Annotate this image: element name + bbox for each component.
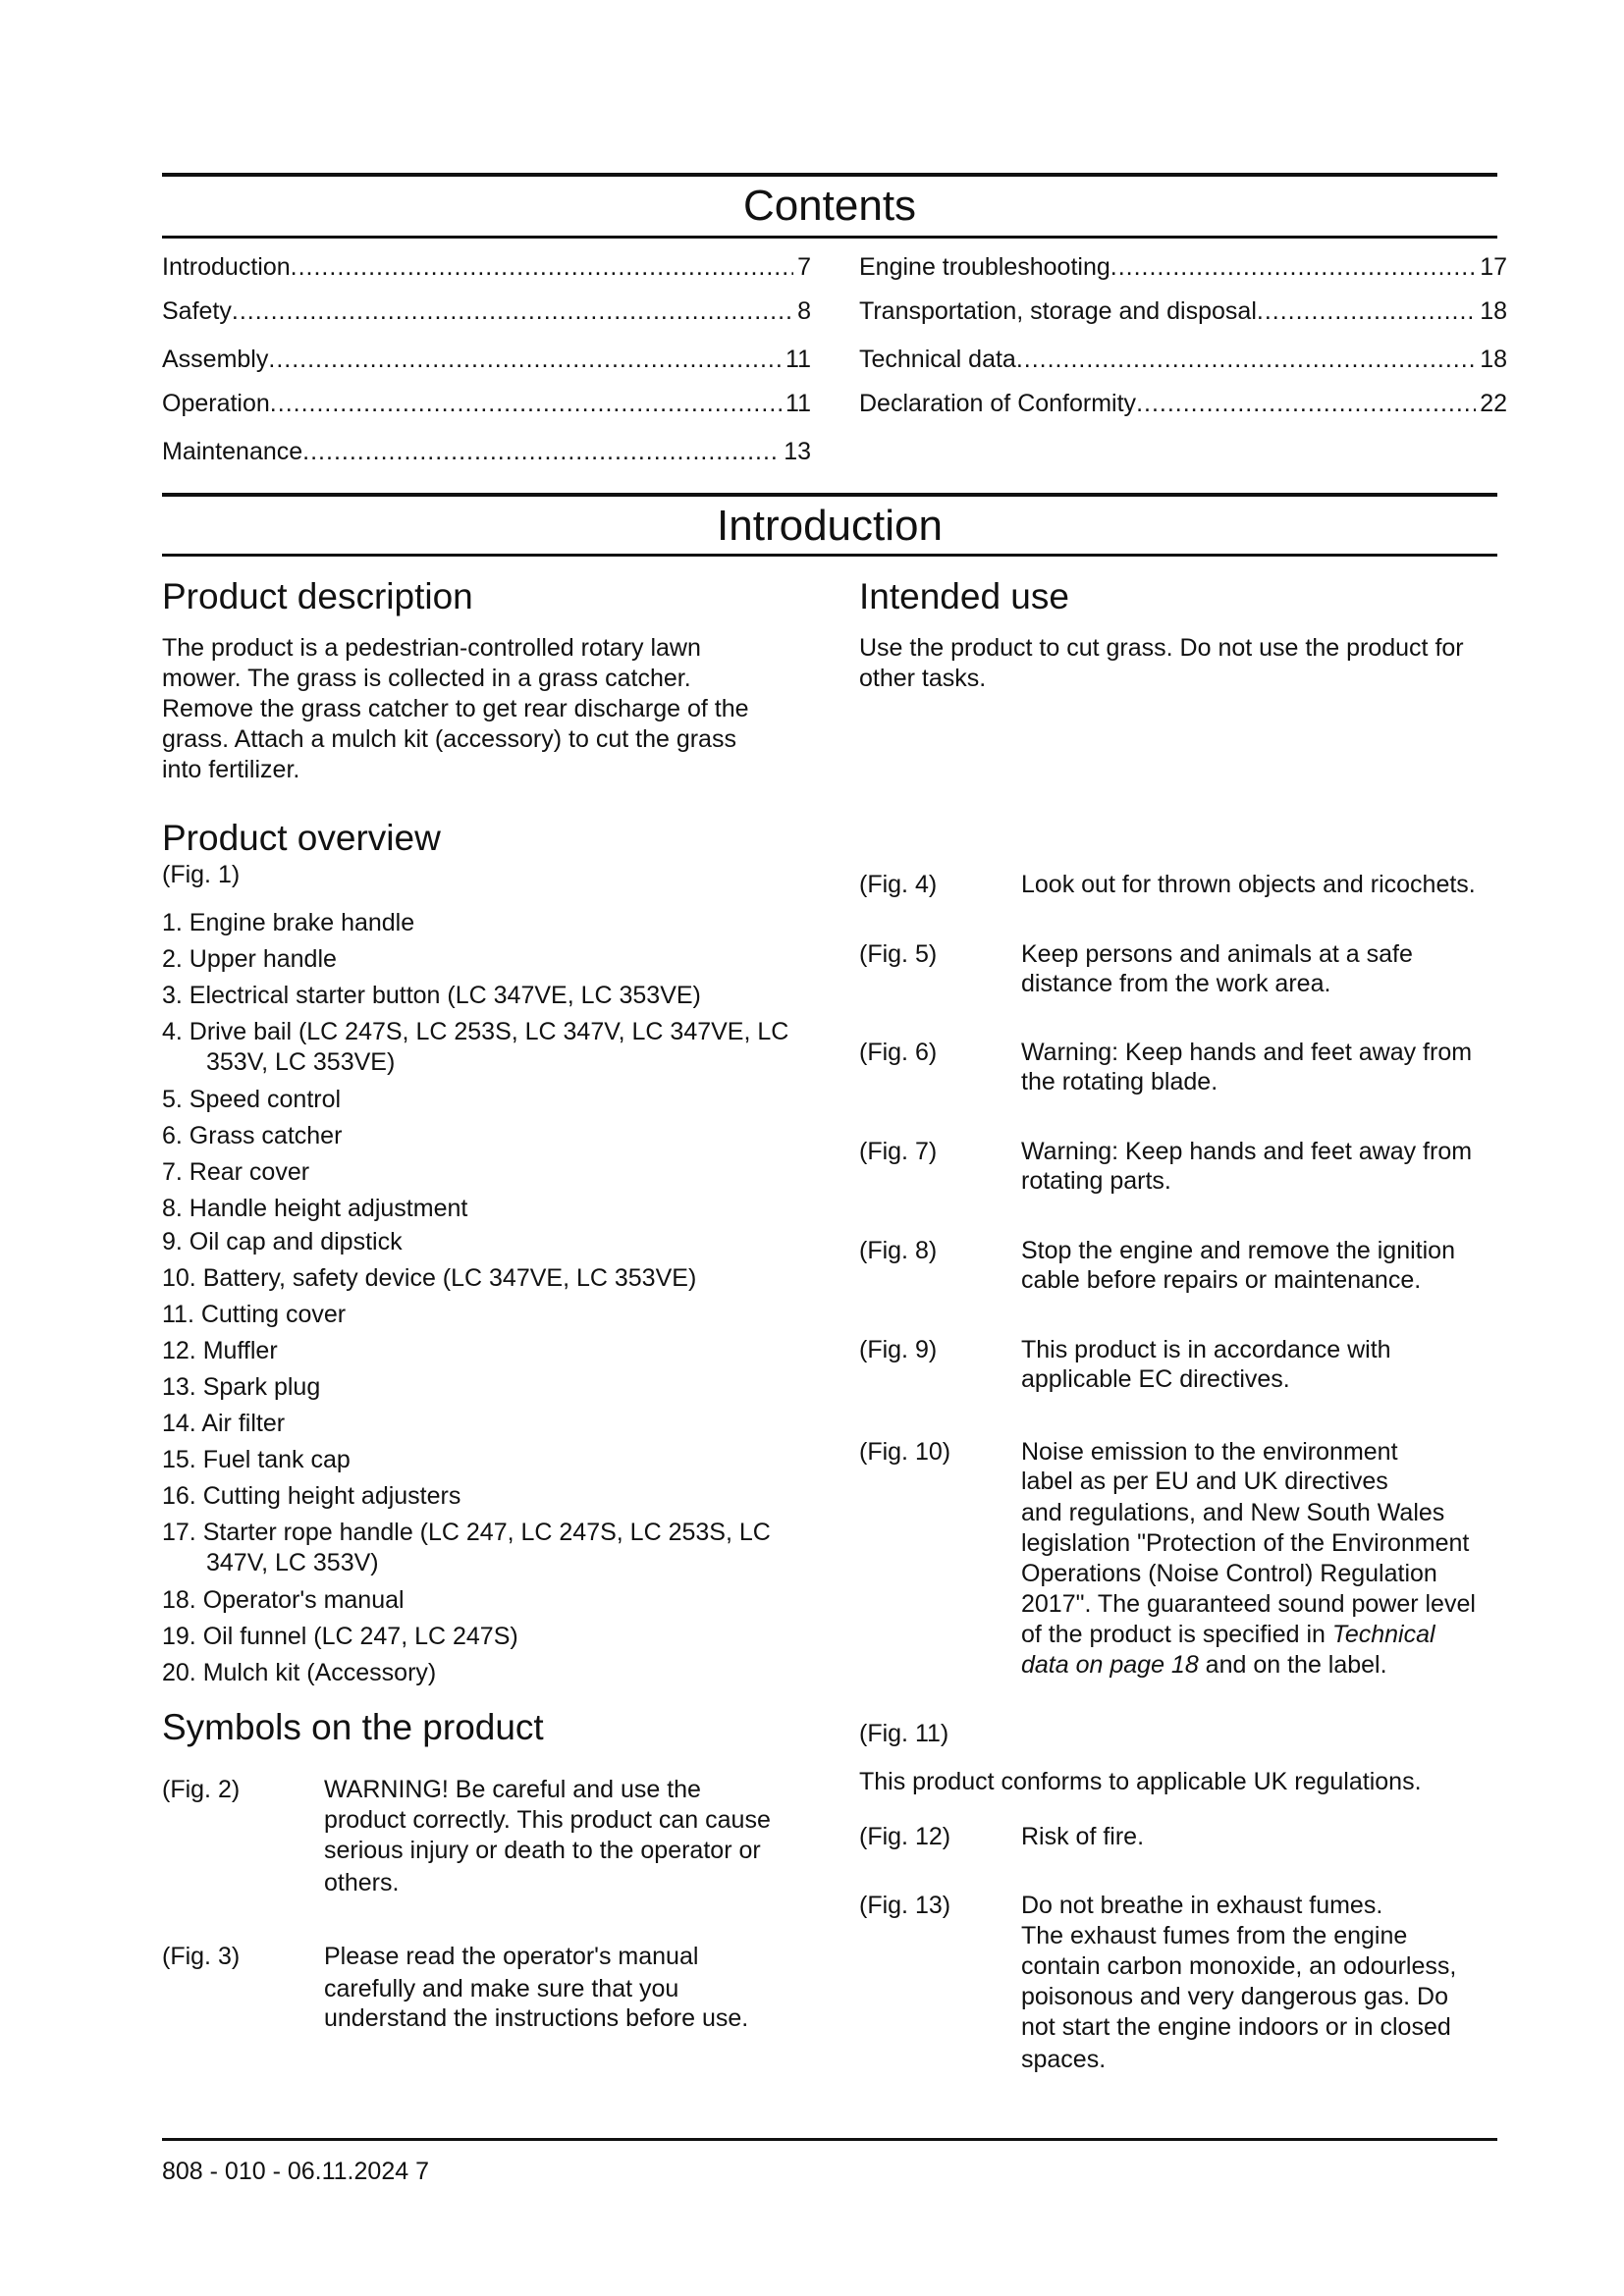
intended-use-heading: Intended use [859, 576, 1069, 616]
list-item: 9. Oil cap and dipstick [162, 1228, 403, 1255]
toc-entry[interactable]: Safety ..... 8 [162, 295, 811, 327]
list-item: 5. Speed control [162, 1086, 342, 1113]
intro-top-rule [162, 493, 1497, 497]
list-item: 11. Cutting cover [162, 1301, 347, 1328]
toc-entry[interactable]: Technical data ..... 18 [859, 344, 1507, 375]
toc-entry[interactable]: Declaration of Conformity ..... 22 [859, 388, 1507, 419]
list-item: 15. Fuel tank cap [162, 1446, 351, 1473]
technical-data-link[interactable]: Technical [1331, 1621, 1435, 1648]
list-item: 20. Mulch kit (Accessory) [162, 1659, 437, 1686]
list-item: 12. Muffler [162, 1337, 278, 1364]
list-item: 1. Engine brake handle [162, 909, 415, 936]
list-item: 2. Upper handle [162, 945, 337, 973]
page-footer: 808 - 010 - 06.11.2024 7 [162, 2158, 429, 2185]
list-item: 7. Rear cover [162, 1158, 310, 1186]
toc-entry[interactable]: Engine troubleshooting ..... 17 [859, 251, 1507, 283]
uk-conformity-text: This product conforms to applicable UK regulations. [859, 1768, 1422, 1795]
list-item: 18. Operator's manual [162, 1586, 405, 1614]
list-item: 16. Cutting height adjusters [162, 1482, 461, 1510]
list-item: 4. Drive bail (LC 247S, LC 253S, LC 347V, LC 347VE, LC 353V, LC 353VE) [162, 1018, 789, 1076]
toc-entry[interactable]: Operation ..... 11 [162, 388, 811, 419]
fig-1-ref: (Fig. 1) [162, 861, 241, 888]
contents-top-rule [162, 173, 1497, 177]
list-item: 6. Grass catcher [162, 1122, 343, 1149]
symbols-heading: Symbols on the product [162, 1707, 544, 1747]
technical-data-link[interactable]: data on page 18 [1021, 1651, 1199, 1679]
list-item: 19. Oil funnel (LC 247, LC 247S) [162, 1623, 518, 1650]
toc-entry[interactable]: Transportation, storage and disposal ..... 18 [859, 295, 1507, 327]
footer-rule [162, 2138, 1497, 2141]
list-item: 10. Battery, safety device (LC 347VE, LC 353VE) [162, 1264, 697, 1292]
product-description-heading: Product description [162, 576, 473, 616]
list-item: 13. Spark plug [162, 1373, 321, 1401]
intro-bottom-rule [162, 554, 1497, 557]
contents-title: Contents [742, 182, 917, 230]
list-item: 17. Starter rope handle (LC 247, LC 247S, LC 253S, LC 347V, LC 353V) [162, 1519, 771, 1576]
toc-entry[interactable]: Maintenance ..... 13 [162, 436, 811, 467]
list-item: 3. Electrical starter button (LC 347VE, LC 353VE) [162, 982, 701, 1009]
contents-bottom-rule [162, 236, 1497, 239]
list-item: 14. Air filter [162, 1410, 286, 1437]
intro-title: Introduction [717, 502, 943, 550]
toc-entry[interactable]: Assembly ..... 11 [162, 344, 811, 375]
list-item: 8. Handle height adjustment [162, 1195, 468, 1222]
toc-entry[interactable]: Introduction ..... 7 [162, 251, 811, 283]
product-overview-heading: Product overview [162, 818, 441, 858]
